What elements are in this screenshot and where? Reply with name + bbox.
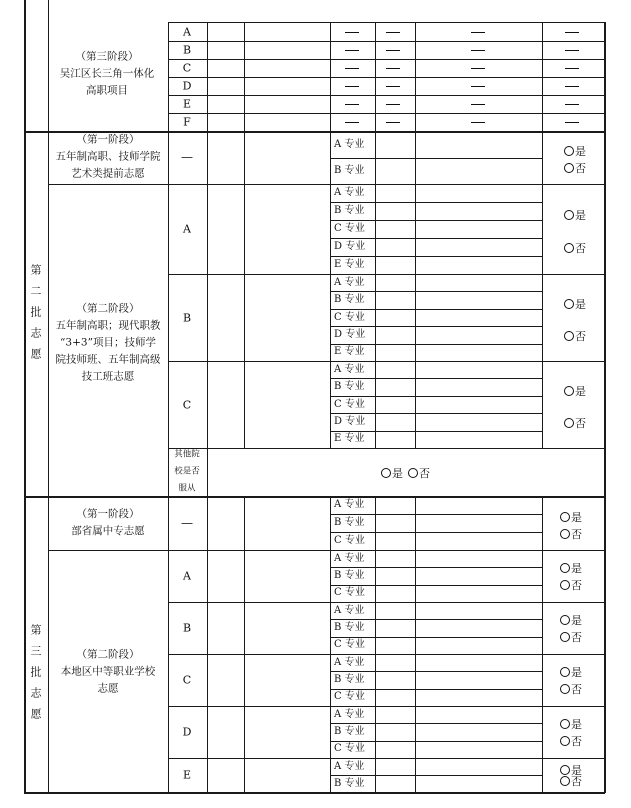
b3-stage2-label [61,647,156,698]
grid-line [542,496,543,551]
radio-circle-icon[interactable] [560,580,570,590]
radio-circle-icon[interactable] [564,146,574,156]
grid-line [168,22,169,132]
radio-circle-icon[interactable] [560,632,570,642]
obey-no-radio[interactable] [408,465,430,481]
grid-line [542,602,543,655]
grid-line [48,496,49,793]
batch3-title-line: 志 [30,686,42,700]
school-code: E [182,768,192,782]
obey-label-line: 服从 [178,483,196,494]
grid-line [168,95,605,96]
grid-line [330,689,543,690]
dash-mark [565,32,579,33]
radio-circle-icon[interactable] [560,615,570,625]
b2-stage2-label-line: 五年制高职；现代职教 [55,319,161,332]
grid-line [330,22,331,132]
radio-circle-icon[interactable] [560,719,570,729]
batch2-title-line: 志 [30,326,42,340]
radio-circle-icon[interactable] [564,299,574,309]
stage3-wujiang-label-line: 高职项目 [86,84,128,97]
obey-label [174,447,200,498]
radio-label: 否 [575,162,586,175]
dash-mark [565,50,579,51]
radio-circle-icon[interactable] [564,418,574,428]
major-label: A 专业 [334,276,365,288]
grid-line [330,309,543,310]
grid-line [168,654,605,655]
grid-line [330,585,543,586]
grid-line [330,514,543,515]
grid-line [542,22,543,132]
dash-mark [345,104,359,105]
grid-line [330,775,543,776]
grid-line [168,361,605,362]
yes-radio[interactable] [564,383,586,399]
major-label: A 专业 [334,760,365,772]
b3-stage1-label-line: 部省属中专志愿 [71,525,145,537]
grid-line [48,184,605,185]
grid-line [244,184,245,275]
major-label: D 专业 [334,241,366,252]
b3-stage2-label-line: 志愿 [97,682,119,695]
grid-line [168,758,605,759]
grid-line [330,291,543,292]
radio-label: 是 [571,718,582,732]
major-label: B 专业 [334,381,365,393]
major-label: C 专业 [334,587,365,599]
grid-line [244,361,245,449]
yes-radio[interactable] [560,612,582,628]
major-label: B 专业 [334,205,365,216]
grid-line [244,22,245,132]
no-radio[interactable] [564,328,586,344]
dash-mark [345,86,359,87]
radio-circle-icon[interactable] [408,468,418,478]
major-label: A 专业 [334,363,365,375]
grid-line [330,413,543,414]
grid-line [330,706,331,759]
radio-circle-icon[interactable] [560,563,570,573]
no-radio[interactable] [564,160,586,176]
grid-line [168,602,169,655]
batch3-title-line: 愿 [30,707,42,721]
grid-line [207,496,208,551]
grid-line [330,619,543,620]
grid-line [330,326,543,327]
grid-line [168,448,605,449]
grid-line [48,550,605,551]
grid-line [24,0,26,132]
major-label: C 专业 [334,398,365,410]
radio-label: 是 [575,208,586,222]
grid-line [375,496,376,551]
major-label: B 专业 [334,165,365,176]
major-label: C 专业 [334,535,365,546]
radio-label: 否 [571,683,582,697]
grid-line [207,654,208,707]
radio-label: 否 [571,735,582,749]
dash-mark [565,104,579,105]
grid-line [207,706,208,759]
radio-label: 否 [571,775,582,789]
dash-mark [471,68,485,69]
grid-line [330,220,543,221]
major-label: B 专业 [334,726,365,737]
grid-line [415,361,416,449]
radio-label: 否 [571,631,582,645]
grid-line [415,706,416,759]
batch2-title-line: 第 [30,263,42,277]
grid-line [24,131,26,497]
grid-line [244,496,245,551]
code-dash: — [181,516,193,530]
major-label: E 专业 [334,259,365,270]
major-label: B 专业 [334,517,365,528]
major-label: B 专业 [334,294,365,306]
dash-mark [471,122,485,123]
grid-line [168,274,605,275]
batch3-title [31,620,42,725]
code-dash: — [181,150,193,164]
obey-label-line: 校是否 [174,466,200,477]
grid-line [604,496,606,793]
obey-label-line: 其他院 [174,449,200,460]
grid-line [244,706,245,759]
grid-line [330,550,331,603]
grid-line [168,184,169,275]
no-radio[interactable] [560,577,582,593]
major-label: C 专业 [334,311,365,323]
radio-circle-icon[interactable] [564,243,574,253]
grid-line [168,361,169,449]
school-code: A [183,222,191,236]
yes-radio[interactable] [560,664,582,680]
major-label: E 专业 [334,433,365,445]
grid-line [48,131,49,497]
radio-label: 是 [571,562,582,576]
radio-circle-icon[interactable] [560,667,570,677]
grid-line [375,654,376,707]
grid-line [330,256,543,257]
batch3-title-line: 第 [30,623,42,637]
grid-line [542,184,543,275]
dash-mark [471,32,485,33]
radio-label: 是 [575,384,586,398]
grid-line [168,550,169,603]
grid-line [168,274,169,362]
b2-stage2-label-line: 技工班志愿 [81,370,135,383]
dash-mark [386,104,400,105]
grid-line [375,361,376,449]
batch2-title-line: 二 [30,284,42,298]
radio-label: 否 [419,467,430,480]
major-label: C 专业 [334,223,365,234]
grid-line [330,238,543,239]
dash-mark [471,86,485,87]
grid-line [542,706,543,759]
grid-line [244,758,245,793]
no-radio[interactable] [560,526,582,542]
grid-line [604,131,606,497]
radio-label: 是 [571,511,582,524]
row-code: F [183,115,191,129]
grid-line [24,496,26,793]
dash-mark [471,50,485,51]
major-label: A 专业 [334,552,365,564]
school-code: A [183,569,191,583]
grid-line [375,22,376,132]
yes-radio[interactable] [560,509,582,525]
no-radio[interactable] [560,629,582,645]
grid-line [542,654,543,707]
yes-radio[interactable] [560,560,582,576]
stage3-wujiang-label-line: 吴江区长三角一体化 [59,67,155,80]
obey-yes-radio[interactable] [381,465,403,481]
grid-line [415,654,416,707]
stage3-wujiang-label [60,49,155,100]
grid-line [375,550,376,603]
grid-line [244,602,245,655]
row-code: E [182,97,192,111]
radio-circle-icon[interactable] [564,210,574,220]
grid-line [168,131,169,185]
grid-line [207,602,208,655]
no-radio[interactable] [564,240,586,256]
grid-line [330,567,543,568]
major-label: A 专业 [334,139,365,150]
grid-line [330,431,543,432]
grid-line [330,496,331,551]
grid-line [207,22,208,132]
grid-line [415,550,416,603]
grid-line [330,637,543,638]
grid-line [168,758,169,793]
major-label: B 专业 [334,777,365,789]
grid-line [415,184,416,275]
grid-line [330,344,543,345]
dash-mark [345,68,359,69]
row-code: C [182,61,192,75]
b3-stage1-label-line: （第一阶段） [76,508,140,520]
radio-circle-icon[interactable] [564,331,574,341]
grid-line [330,723,543,724]
major-label: B 专业 [334,622,365,633]
dash-mark [386,122,400,123]
school-code: C [182,673,192,687]
major-label: C 专业 [334,743,365,755]
grid-line [330,532,543,533]
yes-radio[interactable] [560,716,582,732]
row-code: A [183,25,191,38]
b3-stage2-label-line: 本地区中等职业学校 [60,665,156,678]
dash-mark [345,32,359,33]
school-code: D [182,725,192,739]
grid-line [168,22,605,23]
grid-line [330,396,543,397]
row-code: B [182,43,192,57]
grid-line [207,131,208,185]
grid-line [244,654,245,707]
grid-line [415,496,416,551]
b2-stage2-label-line: （第二阶段） [76,302,140,315]
grid-line [415,22,416,132]
grid-line [168,654,169,707]
batch2-title [31,260,42,365]
radio-circle-icon[interactable] [564,386,574,396]
yes-radio[interactable] [564,296,586,312]
grid-line [330,202,543,203]
grid-line [375,274,376,362]
grid-line [168,602,605,603]
radio-label: 是 [575,145,586,158]
dash-mark [565,86,579,87]
b2-stage1-label-line: 艺术类提前志愿 [71,167,145,180]
grid-line [330,602,331,655]
radio-circle-icon[interactable] [560,684,570,694]
row-code: D [182,79,192,93]
dash-mark [386,68,400,69]
grid-line [24,792,605,794]
grid-line [415,602,416,655]
no-radio[interactable] [564,415,586,431]
radio-label: 是 [571,666,582,680]
grid-line [207,448,208,497]
dash-mark [386,50,400,51]
grid-line [330,361,331,449]
batch3-title-line: 批 [30,665,42,679]
radio-label: 是 [571,614,582,628]
major-label: B 专业 [334,570,365,581]
dash-mark [565,68,579,69]
major-label: A 专业 [334,499,365,510]
grid-line [330,158,543,159]
grid-line [207,758,208,793]
radio-label: 否 [571,579,582,593]
stage3-wujiang-label-line: （第三阶段） [75,50,139,63]
dash-mark [471,104,485,105]
dash-mark [565,122,579,123]
radio-label: 否 [575,329,586,343]
major-label: A 专业 [334,656,365,668]
radio-circle-icon[interactable] [560,512,570,522]
school-code: B [182,311,192,324]
b2-stage2-label-line: “3+3”项目；技师学 [60,336,156,349]
radio-label: 是 [392,467,403,480]
b2-stage1-label-line: （第一阶段） [76,133,140,146]
grid-line [604,22,606,132]
b2-stage1-label [56,132,161,183]
school-code: B [182,621,192,635]
grid-line [375,706,376,759]
major-label: D 专业 [334,415,366,427]
b3-stage1-label [71,506,145,540]
grid-line [330,274,331,362]
grid-line [330,671,543,672]
batch2-title-line: 愿 [30,347,42,361]
radio-label: 是 [571,764,582,778]
major-label: D 专业 [334,328,366,340]
no-radio[interactable] [560,773,582,789]
major-label: E 专业 [334,346,365,358]
grid-line [168,706,169,759]
grid-line [168,496,169,551]
grid-line [375,602,376,655]
radio-label: 否 [571,528,582,541]
radio-circle-icon[interactable] [560,529,570,539]
grid-line [244,274,245,362]
major-label: B 专业 [334,674,365,685]
grid-line [168,448,169,497]
grid-line [168,113,605,114]
grid-line [168,77,605,78]
grid-line [207,361,208,449]
grid-line [542,550,543,603]
yes-radio[interactable] [564,207,586,223]
b2-stage2-label [56,301,161,386]
batch3-title-line: 三 [30,644,42,658]
grid-line [542,274,543,362]
grid-line [207,274,208,362]
grid-line [244,550,245,603]
grid-line [330,654,331,707]
yes-radio[interactable] [564,143,586,159]
school-code: C [182,398,192,411]
grid-line [207,550,208,603]
grid-line [24,496,605,498]
b3-stage2-label-line: （第二阶段） [76,648,140,661]
grid-line [330,378,543,379]
dash-mark [386,32,400,33]
grid-line [168,59,605,60]
b2-stage1-label-line: 五年制高职、技师学院 [55,150,161,163]
no-radio[interactable] [560,733,582,749]
grid-line [375,184,376,275]
major-label: A 专业 [334,708,365,720]
radio-circle-icon[interactable] [381,468,391,478]
grid-line [542,361,543,449]
grid-line [48,0,49,132]
batch2-title-line: 批 [30,305,42,319]
grid-line [415,274,416,362]
grid-line [330,184,331,275]
radio-circle-icon[interactable] [564,163,574,173]
grid-line [168,41,605,42]
radio-circle-icon[interactable] [560,736,570,746]
radio-label: 是 [575,297,586,311]
no-radio[interactable] [560,681,582,697]
major-label: C 专业 [334,691,365,703]
major-label: A 专业 [334,187,365,198]
grid-line [168,706,605,707]
b2-stage2-label-line: 院技师班、五年制高级 [55,353,161,366]
major-label: A 专业 [334,604,365,616]
grid-line [330,741,543,742]
dash-mark [345,50,359,51]
radio-label: 否 [575,242,586,255]
grid-line [244,131,245,185]
dash-mark [345,122,359,123]
major-label: C 专业 [334,639,365,651]
grid-line [207,184,208,275]
radio-label: 否 [575,416,586,430]
dash-mark [386,86,400,87]
radio-circle-icon[interactable] [560,776,570,786]
